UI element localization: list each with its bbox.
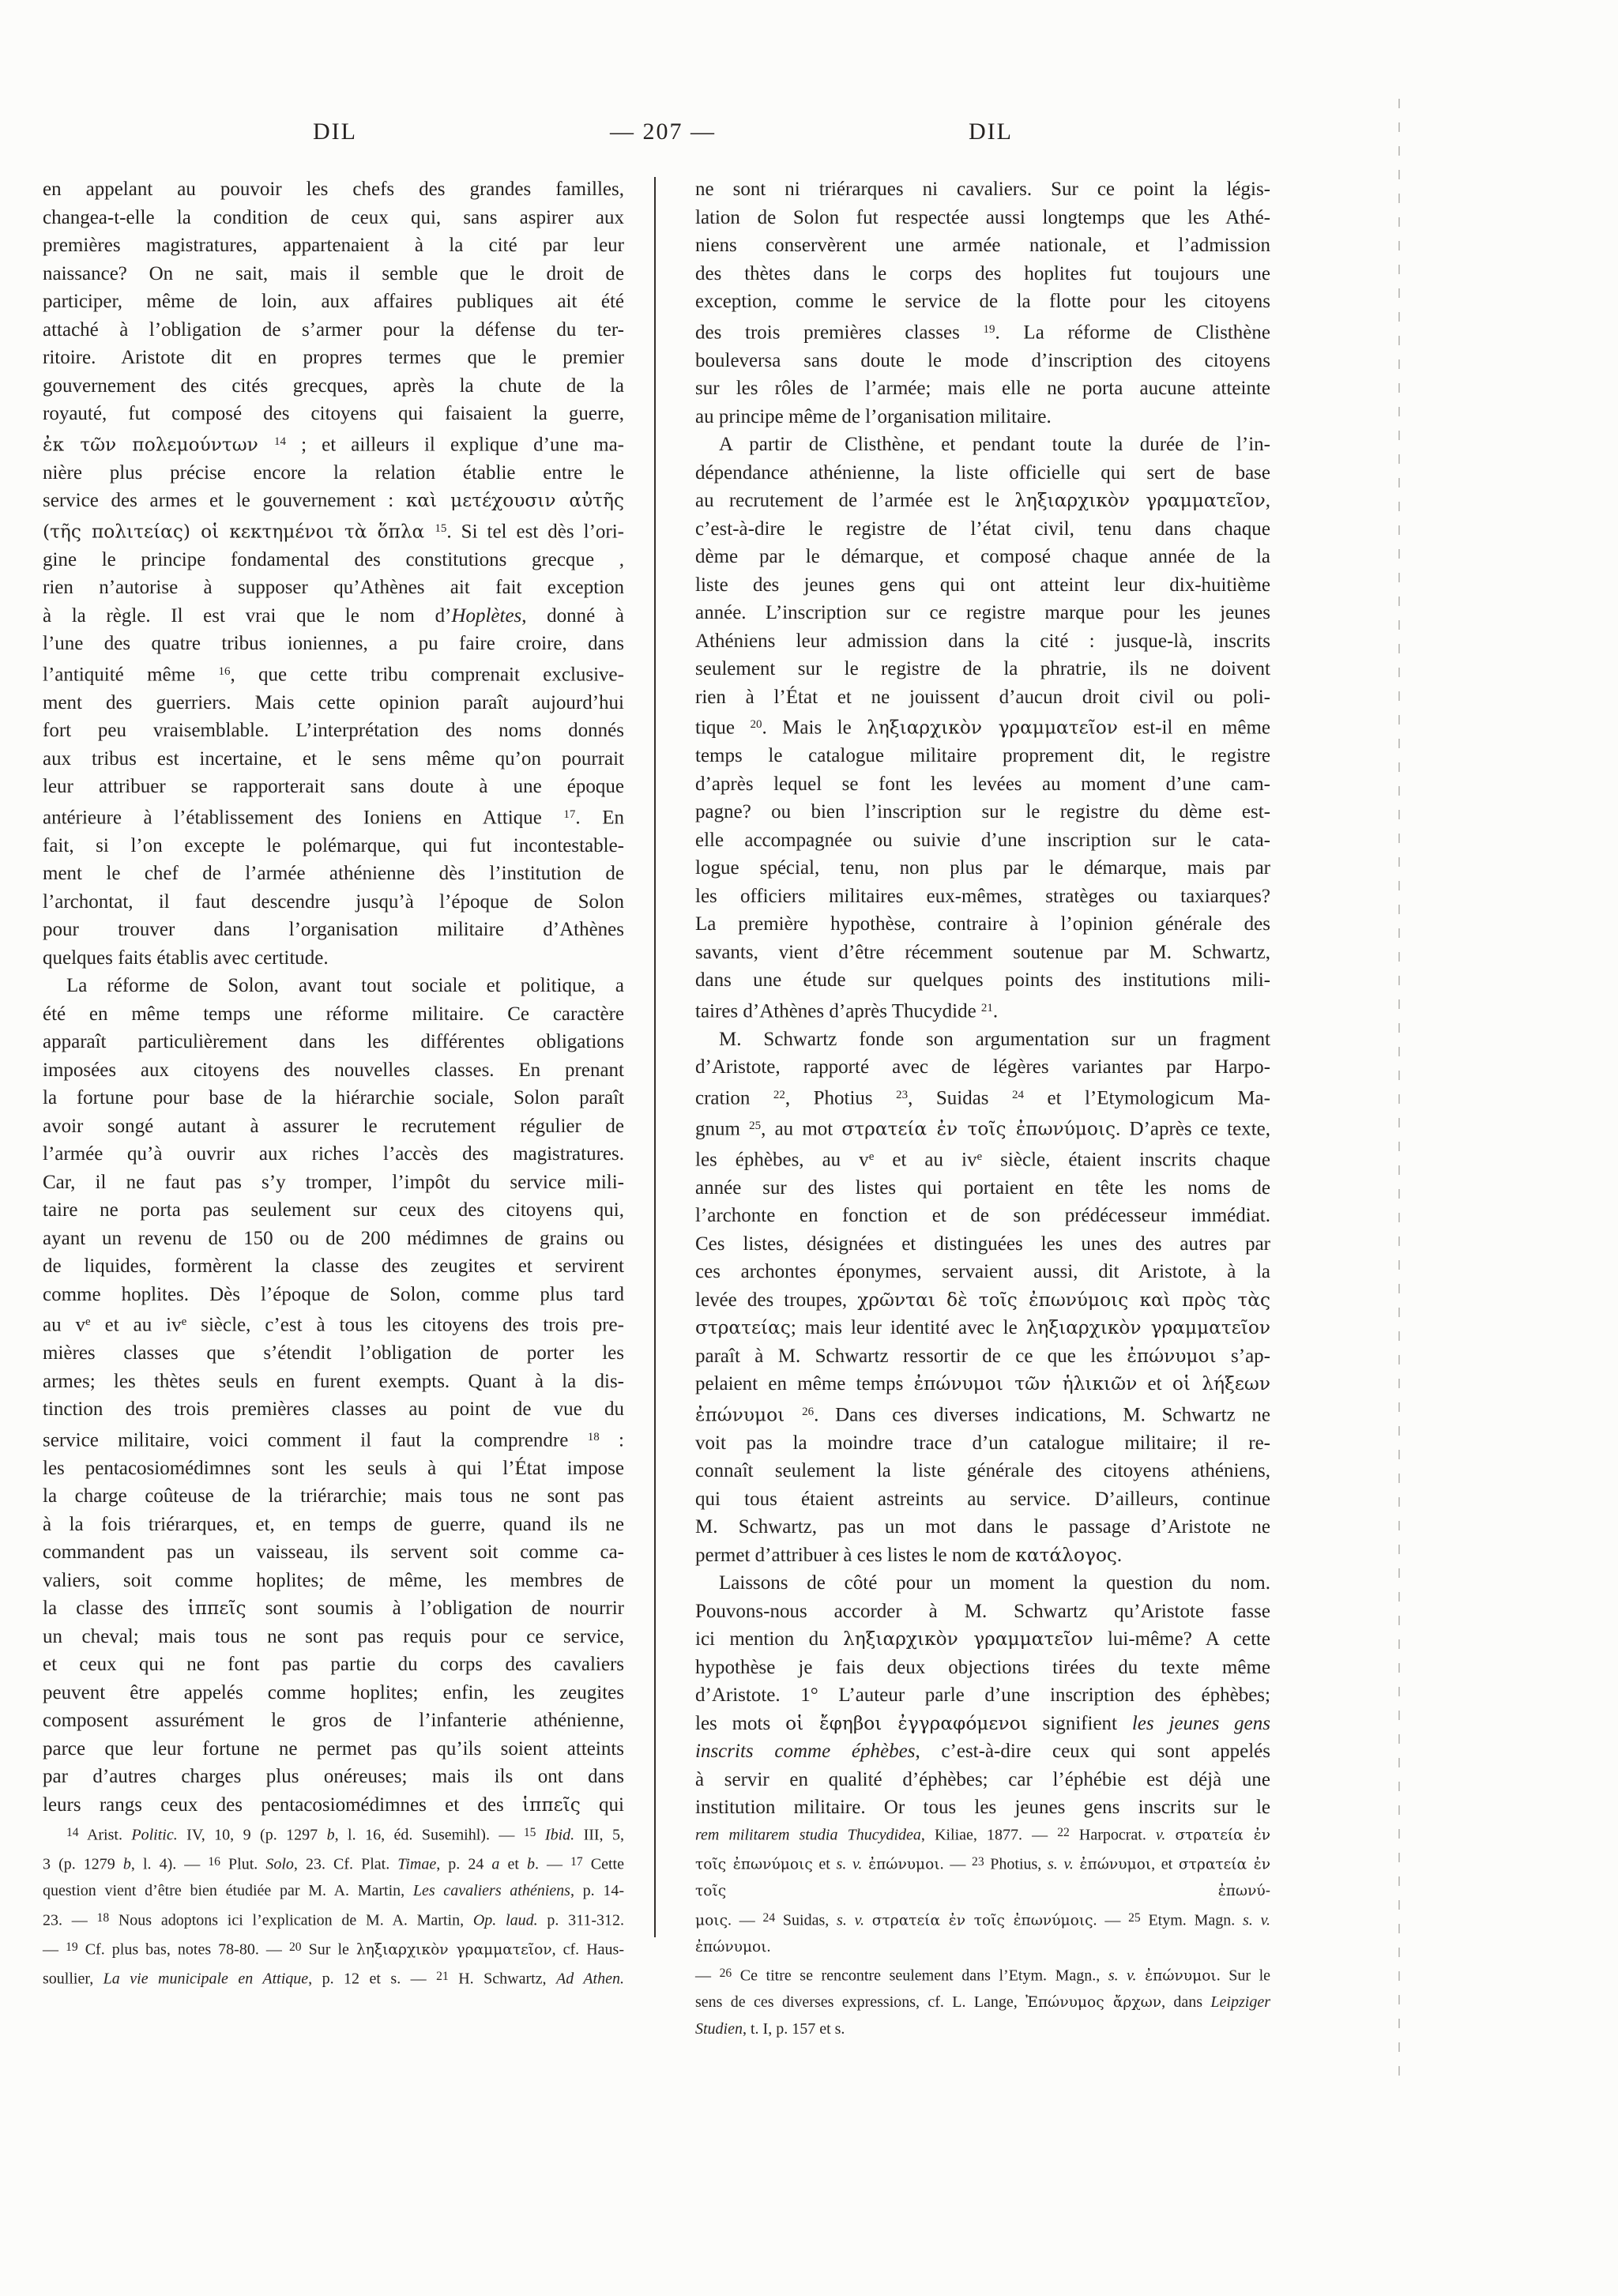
text-line: (τῆς πολιτείας) οἱ κεκτημένοι τὰ ὅπλα $^{15}$. Si tel est dès l’ori- (43, 521, 624, 542)
text-line: un cheval; mais tous ne sont pas requis pour ce service, (43, 1625, 624, 1647)
text-line: taires d’Athènes d’après Thucydide $^{21}$. (695, 1000, 999, 1022)
text-line: ment le chef de l’armée athénienne dès l’institution de (43, 863, 624, 884)
text-line: exception, comme le service de la flotte pour les citoyens (695, 291, 1270, 312)
running-title-right: DIL (969, 119, 1013, 145)
text-line: Studien, t. I, p. 157 et s. (695, 2019, 845, 2038)
text-line: attaché à l’obligation de s’armer pour la défense du ter- (43, 318, 624, 341)
text-line: voit pas la moindre trace d’un catalogue militaire; il re- (695, 1432, 1270, 1454)
text-line: parce que leur fortune ne permet pas qu’ils soient atteints (43, 1737, 624, 1760)
text-line: comme hoplites. Dès l’époque de Solon, comme plus tard (43, 1283, 624, 1305)
text-line: lation de Solon fut respectée aussi longtemps que les Athé- (695, 206, 1270, 228)
text-line: temps le catalogue militaire proprement dit, le registre (695, 745, 1270, 766)
text-line: des thètes dans le corps des hoplites fut toujours une (695, 262, 1270, 284)
text-line: La première hypothèse, contraire à l’opinion générale des (695, 913, 1270, 935)
text-line: Laissons de côté pour un moment la question du nom. (719, 1572, 1270, 1594)
text-line: la fortune pour base de la hiérarchie sociale, Solon paraît (43, 1087, 624, 1108)
right-column (695, 175, 1270, 1822)
text-line: d’Aristote. 1° L’auteur parle d’une inscription des éphèbes; (695, 1684, 1270, 1706)
text-line: en appelant au pouvoir les chefs des grandes familles, (43, 179, 624, 200)
text-line: tinction des trois premières classes au point de vue du (43, 1398, 624, 1420)
text-line: $^{14}$ Arist. Politic. IV, 10, 9 (p. 1297 b, l. 16, éd. Susemihl). — $^{15}$ Ibid. III, 5, (66, 1826, 625, 1844)
text-line: antérieure à l’établissement des Ioniens en Attique $^{17}$. En (43, 807, 624, 828)
text-line: peuvent être appelés comme hoplites; enfin, les zeugites (43, 1681, 624, 1703)
text-line: στρατείας; mais leur identité avec le ληξιαρχικὸν γραμματεῖον (695, 1317, 1270, 1338)
text-line: cration $^{22}$, Photius $^{23}$, Suidas $^{24}$ et l’Etymologicum Ma- (695, 1087, 1270, 1108)
text-line: M. Schwartz fonde son argumentation sur un fragment (719, 1028, 1270, 1050)
text-line: leurs rangs ceux des pentacosiomédimnes et des ἱππεῖς qui (43, 1794, 624, 1816)
column-divider-rule (654, 177, 656, 1937)
text-line: ici mention du ληξιαρχικὸν γραμματεῖον lui-même? A cette (695, 1628, 1271, 1650)
text-line: M. Schwartz, pas un mot dans le passage d’Aristote ne (695, 1516, 1270, 1538)
text-line: dans une étude sur quelques points des institutions mili- (695, 969, 1270, 991)
left-column (43, 175, 624, 1819)
text-line: l’archontat, il faut descendre jusqu’à l’époque de Solon (43, 890, 624, 913)
running-title-left: DIL (313, 119, 357, 145)
text-line: valiers, soit comme hoplites; de même, les membres de (43, 1569, 624, 1591)
text-line: à servir en qualité d’éphèbes; car l’éphébie est déjà une (695, 1768, 1270, 1790)
text-line: apparaît particulièrement dans les différentes obligations (43, 1031, 624, 1052)
text-line: Ces listes, désignées et distinguées les unes des autres par (695, 1233, 1270, 1255)
text-line: au principe même de l’organisation militaire. (695, 405, 1052, 427)
text-line: la charge coûteuse de la triérarchie; mais tous ne sont pas (43, 1485, 624, 1507)
text-line: soullier, La vie municipale en Attique, p. 12 et s. — $^{21}$ H. Schwartz, Ad Athen. (43, 1969, 624, 1988)
text-line: les mots οἱ ἔφηβοι ἐγγραφόμενοι signifient les jeunes gens (695, 1712, 1270, 1734)
text-line: commandent pas un vaisseau, ils servent soit comme ca- (43, 1541, 624, 1563)
text-line: liste des jeunes gens qui ont atteint leur dix-huitième (695, 574, 1270, 596)
text-line: hypothèse je fais deux objections tirées du texte même (695, 1656, 1270, 1678)
text-line: leur attribuer se rapporterait sans doute à une époque (43, 776, 624, 797)
text-line: naissance? On ne sait, mais il semble que le droit de (43, 262, 624, 284)
text-line: paraît à M. Schwartz ressortir de ce que les ἐπώνυμοι s’ap- (695, 1345, 1270, 1367)
text-line: 3 (p. 1279 b, l. 4). — $^{16}$ Plut. Solo, 23. Cf. Plat. Timae, p. 24 a et b. — $^{17}$ Cette (43, 1855, 624, 1873)
text-line: composent assurément le gros de l’infanterie athénienne, (43, 1710, 624, 1731)
text-line: dème par le démarque, et composé chaque année de la (695, 546, 1270, 567)
text-line: mières classes que s’étendit l’obligation de porter les (43, 1342, 624, 1364)
text-line: imposées aux citoyens des nouvelles classes. En prenant (43, 1059, 624, 1081)
text-line: sens de ces diverses expressions, cf. L. Lange, Ἐπώνυμος ἄρχων, dans Leipziger (695, 1993, 1270, 2012)
text-line: sur les rôles de l’armée; mais elle ne porta aucune atteinte (695, 378, 1270, 399)
text-line: savants, vient d’être récemment soutenue par M. Schwartz, (695, 941, 1270, 963)
text-line: Pouvons-nous accorder à M. Schwartz qu’Aristote fasse (695, 1600, 1270, 1622)
text-line: 23. — $^{18}$ Nous adoptons ici l’explication de M. A. Martin, Op. laud. p. 311-312. (43, 1910, 625, 1929)
text-line: la classe des ἱππεῖς sont soumis à l’obligation de nourrir (43, 1598, 624, 1619)
text-line: été en même temps une réforme militaire. Ce caractère (43, 1003, 624, 1025)
page-number: — 207 — (610, 119, 716, 145)
text-line: ment des guerriers. Mais cette opinion paraît aujourd’hui (43, 691, 624, 713)
text-line: dépendance athénienne, la liste officielle qui sert de base (695, 461, 1270, 484)
text-line: et ceux qui ne font pas partie du corps des cavaliers (43, 1654, 624, 1675)
text-line: pagne? ou bien l’inscription sur le registre du dème est- (695, 801, 1270, 822)
text-line: qui tous étaient astreints au service. D’ailleurs, continue (695, 1488, 1270, 1510)
text-line: nière plus précise encore la relation établie entre le (43, 461, 624, 484)
footnotes-left (43, 1820, 624, 1993)
text-line: d’après lequel se font les levées au moment d’une cam- (695, 773, 1270, 795)
page-fold-line (1398, 99, 1400, 2082)
text-line: Car, il ne faut pas s’y tromper, l’impôt du service mili- (43, 1171, 624, 1193)
text-line: année. L’inscription sur ce registre marque pour les jeunes (695, 602, 1270, 623)
text-line: institution militaire. Or tous les jeunes gens inscrits sur le (695, 1797, 1270, 1818)
text-line: taire ne porta pas seulement sur ceux des citoyens qui, (43, 1199, 624, 1221)
text-line: à la règle. Il est vrai que le nom d’Hoplètes, donné à (43, 604, 624, 627)
text-line: quelques faits établis avec certitude. (43, 947, 329, 969)
text-line: rien à l’État et ne jouissent d’aucun droit civil ou poli- (695, 686, 1270, 708)
text-line: — $^{19}$ Cf. plus bas, notes 78-80. — $^{20}$ Sur le ληξιαρχικὸν γραμματεῖον, cf. Haus- (43, 1940, 624, 1959)
text-line: connaît seulement la liste générale des citoyens athéniens, (695, 1460, 1270, 1481)
text-line: μοις. — $^{24}$ Suidas, s. v. στρατεία ἐν τοῖς ἐπωνύμοις. — $^{25}$ Etym. Magn. s. v. ἐπώνυμοι. (695, 1910, 1270, 1955)
text-line: d’Aristote, rapporté avec de légères variantes par Harpo- (695, 1056, 1270, 1078)
page-header (0, 119, 1618, 150)
text-line: au recrutement de l’armée est le ληξιαρχικὸν γραμματεῖον, (695, 490, 1270, 511)
text-line: gouvernement des cités grecques, après la chute de la (43, 375, 624, 397)
text-line: fort peu vraisemblable. L’interprétation des noms donnés (43, 720, 624, 741)
text-line: aux tribus est incertaine, et le sens même qu’on pourrait (43, 747, 624, 770)
text-line: question vient d’être bien étudiée par M. A. Martin, Les cavaliers athéniens, p. 14- (43, 1882, 624, 1900)
text-line: La réforme de Solon, avant tout sociale et politique, a (66, 975, 624, 996)
text-line: ces archontes éponymes, servaient aussi, dit Aristote, à la (695, 1261, 1270, 1282)
text-line: permet d’attribuer à ces listes le nom de κατάλογος. (695, 1544, 1123, 1566)
text-line: par d’autres charges plus onéreuses; mais ils ont dans (43, 1766, 624, 1787)
text-line: les éphèbes, au $v^e$ et au $iv^e$ siècle, étaient inscrits chaque (695, 1149, 1270, 1170)
text-line: ne sont ni triérarques ni cavaliers. Sur ce point la légis- (695, 179, 1270, 200)
text-line: armes; les thètes seuls en furent exempts. Quant à la dis- (43, 1370, 624, 1392)
text-line: à la fois triérarques, et, en temps de guerre, quand ils ne (43, 1513, 624, 1535)
text-line: participer, même de loin, aux affaires publiques ait été (43, 291, 624, 312)
text-line: les officiers militaires eux-mêmes, stratèges ou taxiarques? (695, 885, 1270, 907)
text-line: ayant un revenu de 150 ou de 200 médimnes de grains ou (43, 1227, 624, 1249)
text-line: changea-t-elle la condition de ceux qui, sans aspirer aux (43, 206, 624, 228)
text-line: au $v^e$ et au $iv^e$ siècle, c’est à tous les citoyens des trois pre- (43, 1314, 624, 1336)
text-line: l’antiquité même $^{16}$, que cette tribu comprenait exclusive- (43, 664, 624, 685)
text-line: levée des troupes, χρῶνται δὲ τοῖς ἐπωνύμοις καὶ πρὸς τὰς (695, 1289, 1270, 1311)
text-line: niens conservèrent une armée nationale, et l’admission (695, 235, 1270, 256)
text-line: premières magistratures, appartenaient à la cité par leur (43, 235, 624, 256)
text-line: tique $^{20}$. Mais le ληξιαρχικὸν γραμματεῖον est-il en même (695, 717, 1270, 739)
text-line: — $^{26}$ Ce titre se rencontre seulement dans l’Etym. Magn., s. v. ἐπώνυμοι. Sur le (695, 1967, 1271, 1985)
text-line: les pentacosiomédimnes sont les seuls à qui l’État impose (43, 1457, 624, 1479)
text-line: fait, si l’on excepte le polémarque, qui fut incontestable- (43, 834, 624, 856)
text-line: gnum $^{25}$, au mot στρατεία ἐν τοῖς ἐπωνύμοις. D’après ce texte, (695, 1118, 1270, 1139)
text-line: gine le principe fondamental des constitutions grecque , (43, 548, 624, 570)
text-line: rem militarem studia Thucydidea, Kiliae, 1877. — $^{22}$ Harpocrat. v. στρατεία ἐν (695, 1826, 1270, 1844)
text-line: des trois premières classes $^{19}$. La réforme de Clisthène (695, 322, 1270, 343)
text-line: bouleversa sans doute le mode d’inscription des citoyens (695, 349, 1270, 371)
text-line: avoir songé autant à assurer le recrutement régulier de (43, 1115, 624, 1137)
text-line: logue spécial, tenu, non plus par le démarque, mais par (695, 857, 1270, 879)
text-line: de liquides, formèrent la classe des zeugites et servirent (43, 1255, 624, 1277)
text-line: elle accompagnée ou suivie d’une inscription sur le cata- (695, 829, 1270, 851)
text-line: ἐκ τῶν πολεμούντων $^{14}$ ; et ailleurs il explique d’une ma- (43, 434, 624, 455)
text-line: année sur des listes qui portaient en tête les noms de (695, 1176, 1270, 1199)
text-line: service des armes et le gouvernement : καὶ μετέχουσιν αὐτῆς (43, 490, 624, 511)
text-line: Athéniens leur admission dans la cité : jusque-là, inscrits (695, 630, 1270, 652)
text-line: ritoire. Aristote dit en propres termes que le premier (43, 347, 624, 368)
text-line: rien n’autorise à supposer qu’Athènes ait fait exception (43, 577, 624, 598)
footnotes-right (695, 1820, 1270, 2042)
text-line: inscrits comme éphèbes, c’est-à-dire ceux qui sont appelés (695, 1741, 1270, 1762)
text-line: ἐπώνυμοι $^{26}$. Dans ces diverses indications, M. Schwartz ne (695, 1404, 1270, 1425)
text-line: service militaire, voici comment il faut la comprendre $^{18}$ : (43, 1429, 624, 1451)
text-line: l’archonte en fonction et de son prédécesseur immédiat. (695, 1205, 1270, 1226)
text-line: τοῖς ἐπωνύμοις et s. v. ἐπώνυμοι. — $^{23}$ Photius, s. v. ἐπώνυμοι, et στρατεία ἐν τοῖς ἐπωνύ- (695, 1855, 1271, 1900)
text-line: A partir de Clisthène, et pendant toute la durée de l’in- (719, 434, 1270, 455)
text-line: pour trouver dans l’organisation militaire d’Athènes (43, 919, 624, 940)
text-line: seulement sur le registre de la phratrie, ils ne doivent (695, 658, 1270, 679)
text-line: l’armée qu’à ouvrir aux riches l’accès des magistratures. (43, 1143, 624, 1165)
text-line: c’est-à-dire le registre de l’état civil, tenu dans chaque (695, 518, 1270, 540)
text-line: pelaient en même temps ἐπώνυμοι τῶν ἡλικιῶν et οἱ λήξεων (695, 1373, 1270, 1395)
text-line: l’une des quatre tribus ioniennes, a pu faire croire, dans (43, 633, 624, 654)
text-line: royauté, fut composé des citoyens qui faisaient la guerre, (43, 403, 624, 424)
